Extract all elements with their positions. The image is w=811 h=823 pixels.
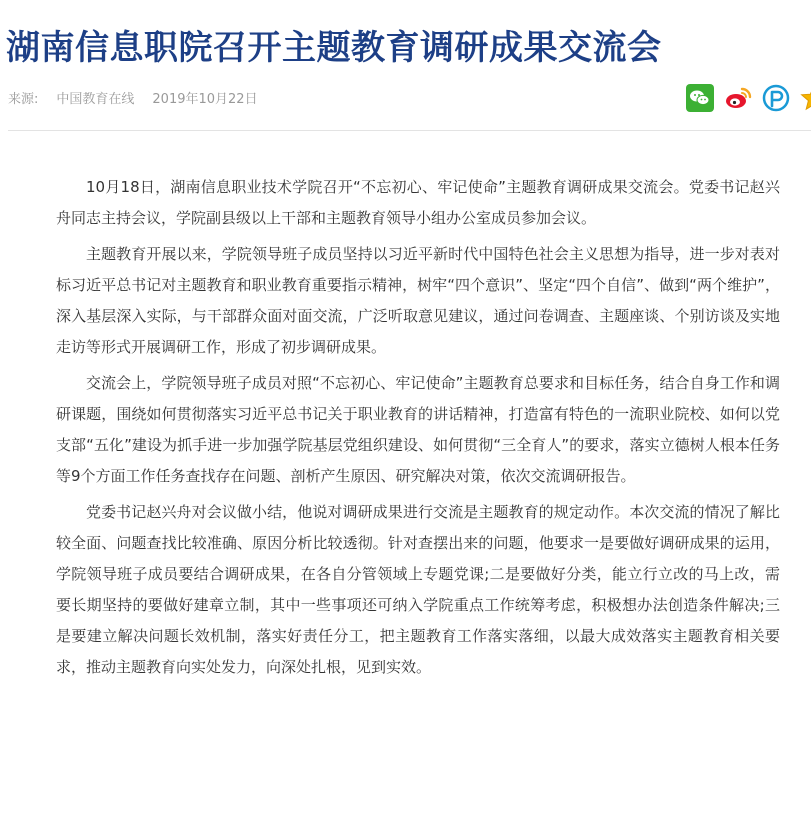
article-meta [8,88,276,107]
favorite-star-icon[interactable] [800,84,811,112]
p-share-icon[interactable] [762,84,790,112]
share-bar [686,84,811,112]
article-body [56,172,780,688]
wechat-icon[interactable] [686,84,714,112]
article-title: 湖南信息职院召开主题教育调研成果交流会 [6,28,662,68]
paragraph: 10月18日，湖南信息职业技术学院召开“不忘初心、牢记使命”主题教育调研成果交流会。党委书记赵兴舟同志主持会议，学院副县级以上干部和主题教育领导小组办公室成员参加会议。 [56,178,780,227]
source-name: 中国教育在线 [56,92,135,107]
weibo-icon[interactable] [724,84,752,112]
source-label: 来源: [8,92,39,107]
paragraph: 交流会上，学院领导班子成员对照“不忘初心、牢记使命”主题教育总要求和目标任务，结合自身工作和调研课题，围绕如何贯彻落实习近平总书记关于职业教育的讲话精神，打造富有特色的一流职业院校、如何以党支部“五化”建设为抓手进一步加强学院基层党组织建设、如何贯彻“三全育人”的要求，落实立德树人根本任务等9个方面工作任务查找存在问题、剖析产生原因、研究解决对策，依次交流调研报告。 [56,374,780,485]
publish-date: 2019年10月22日 [152,92,258,107]
paragraph: 主题教育开展以来，学院领导班子成员坚持以习近平新时代中国特色社会主义思想为指导，进一步对表对标习近平总书记对主题教育和职业教育重要指示精神，树牢“四个意识”、坚定“四个自信”、做到“两个维护”，深入基层深入实际，与干部群众面对面交流，广泛听取意见建议，通过问卷调查、主题座谈、个别访谈及实地走访等形式开展调研工作，形成了初步调研成果。 [56,245,780,356]
header-divider [8,130,811,131]
paragraph: 党委书记赵兴舟对会议做小结，他说对调研成果进行交流是主题教育的规定动作。本次交流的情况了解比较全面、问题查找比较准确、原因分析比较透彻。针对查摆出来的问题，他要求一是要做好调研成果的运用，学院领导班子成员要结合调研成果，在各自分管领域上专题党课;二是要做好分类，能立行立改的马上改，需要长期坚持的要做好建章立制，其中一些事项还可纳入学院重点工作统筹考虑，积极想办法创造条件解决;三是要建立解决问题长效机制，落实好责任分工，把主题教育工作落实落细，以最大成效落实主题教育相关要求，推动主题教育向实处发力，向深处扎根，见到实效。 [56,503,780,676]
